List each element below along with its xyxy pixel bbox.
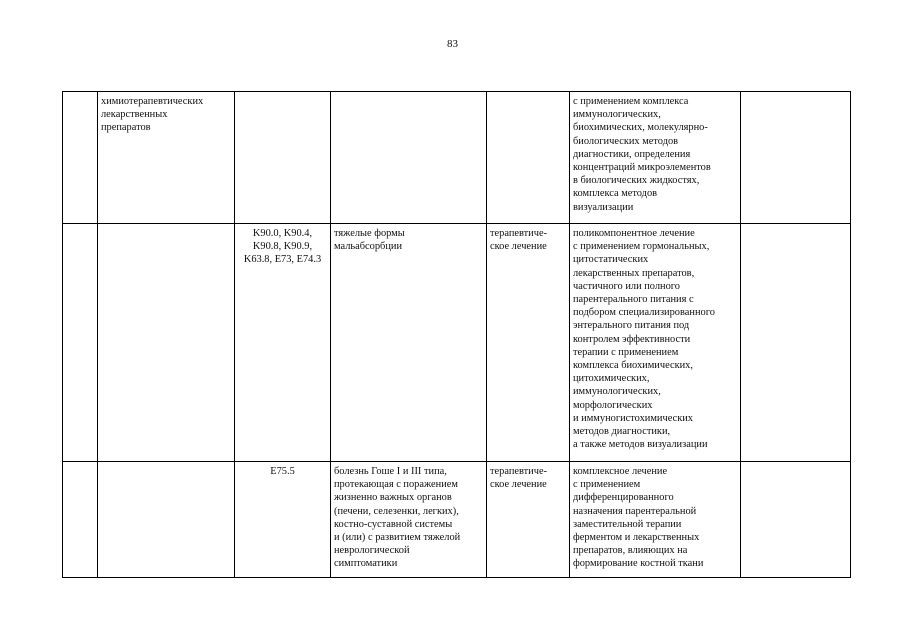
cell-treatment-type: [487, 92, 570, 224]
cell-standard: [741, 462, 851, 578]
cell-disease-model: [331, 224, 487, 462]
cell-disease-model: [331, 92, 487, 224]
profile-name-text: химиотерапевтических лекарственных препаратов: [101, 96, 204, 134]
table-row: [63, 462, 851, 578]
cell-standard: [741, 92, 851, 224]
cell-standard: [741, 224, 851, 462]
treatment-method-text: с применением комплекса иммунологических, биохимических, молекулярно- биологических методов диагностики, определения концентраций микроэлементов в биологических жидкостях, комплекса методов визуализации: [573, 96, 711, 213]
icd-codes-text: K90.0, K90.4, K90.8, K90.9, K63.8, E73, E74.3: [243, 228, 322, 266]
cell-disease-model: [331, 462, 487, 578]
cell-index: [63, 462, 98, 578]
cell-profile-name: [98, 224, 235, 462]
treatment-method-text: комплексное лечение с применением дифференцированного назначения парентеральной заместительной терапии ферментом и лекарственных препаратов, влияющих на формирование костной ткани: [573, 466, 704, 570]
treatment-table: [62, 91, 851, 578]
cell-icd-codes: [235, 92, 331, 224]
cell-treatment-method: [570, 92, 741, 224]
cell-index: [63, 92, 98, 224]
icd-codes-text: E75.5: [270, 466, 295, 477]
cell-treatment-method: [570, 462, 741, 578]
cell-treatment-type: [487, 462, 570, 578]
disease-model-text: тяжелые формы мальабсорбции: [334, 228, 405, 253]
treatment-type-text: терапевтиче- ское лечение: [490, 228, 548, 253]
cell-treatment-method: [570, 224, 741, 462]
cell-icd-codes: [235, 224, 331, 462]
cell-profile-name: [98, 92, 235, 224]
cell-treatment-type: [487, 224, 570, 462]
page-number: 83: [447, 38, 458, 50]
treatment-method-text: поликомпонентное лечение с применением гормональных, цитостатических лекарственных препаратов, частичного или полного парентерального питания с подбором специализированного энтерального питания под контролем эффективности терапии с применением комплекса биохимических, цитохимических, иммунологических, морфологических и иммуногистохимических методов диагностики, а также методов визуализации: [573, 228, 715, 451]
disease-model-text: болезнь Гоше I и III типа, протекающая с поражением жизненно важных органов (печени, селезенки, легких), костно-суставной системы и (или) с развитием тяжелой неврологической симптоматики: [334, 466, 461, 570]
cell-index: [63, 224, 98, 462]
treatment-type-text: терапевтиче- ское лечение: [490, 466, 548, 491]
table-row: [63, 92, 851, 224]
table-row: [63, 224, 851, 462]
cell-profile-name: [98, 462, 235, 578]
cell-icd-codes: [235, 462, 331, 578]
